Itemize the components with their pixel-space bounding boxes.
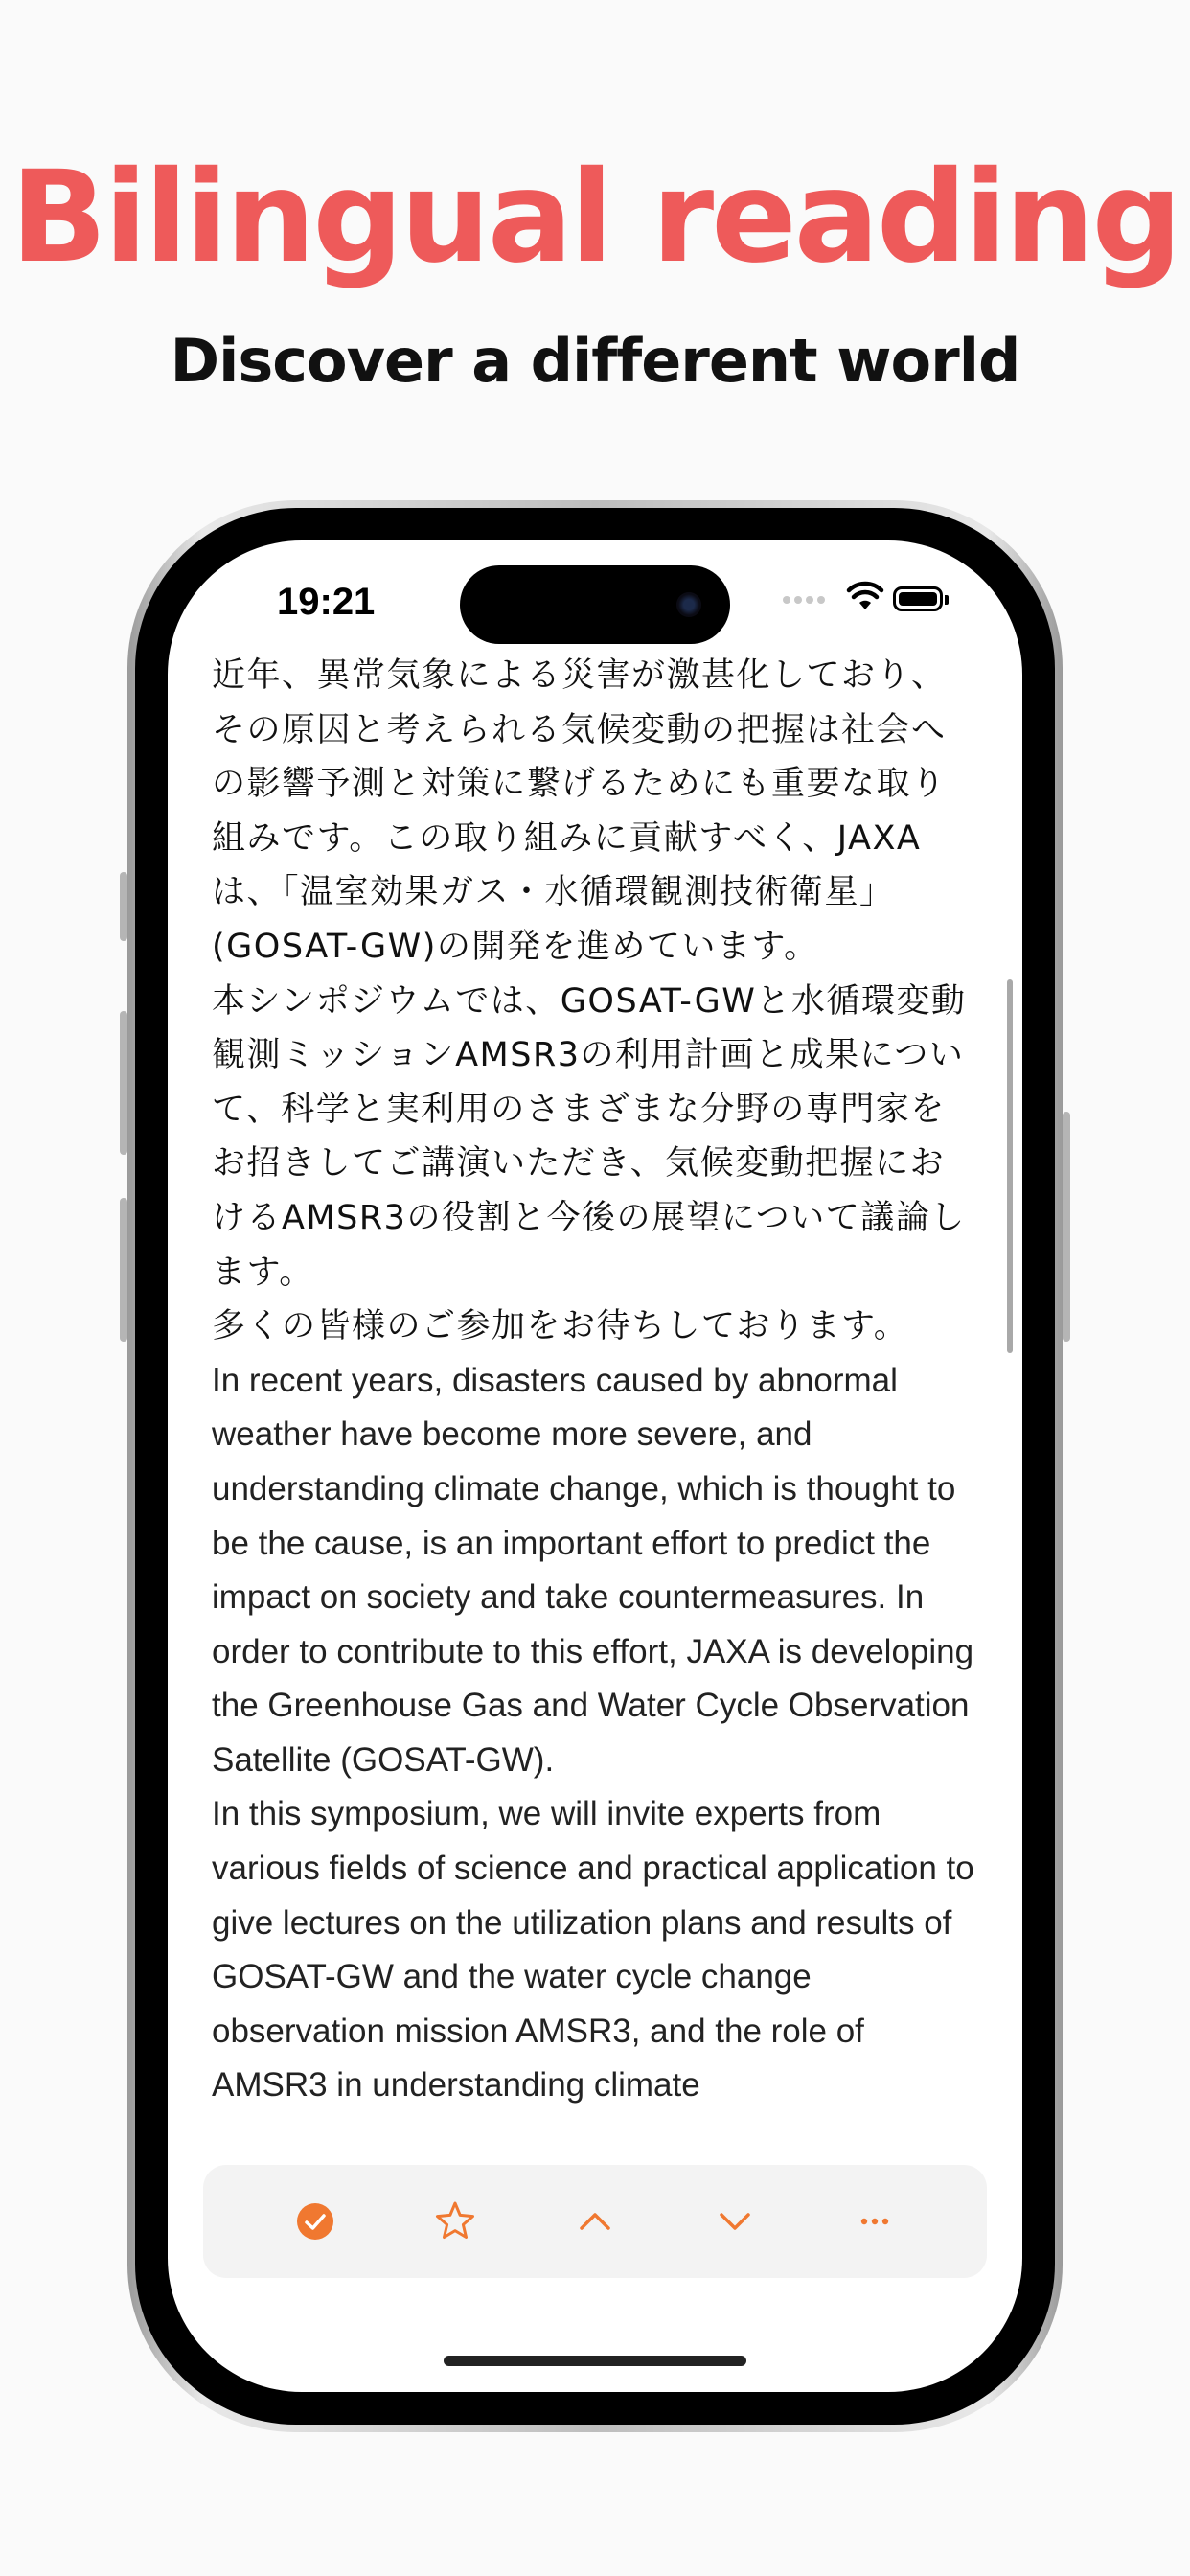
paragraph-ja-1[interactable]: 近年、異常気象による災害が激甚化しており、その原因と考えられる気候変動の把握は社会への影響予測と対策に繋げるためにも重要な取り組みです。この取り組みに貢献すべく、JAXAは、「温室効果ガス・水循環観測技術衛星」(GOSAT-GW)の開発を進めています。 <box>212 656 947 966</box>
more-button[interactable] <box>846 2193 904 2250</box>
chevron-up-icon <box>576 2202 614 2241</box>
camera-icon <box>676 592 701 617</box>
status-icons <box>783 583 946 617</box>
paragraph-en-2[interactable]: In this symposium, we will invite experts from various fields of science and practical application to give lectures on the utilization plans and results of GOSAT-GW and the water cycle change observation mission AMSR3, and the role of AMSR3 in understanding climate <box>212 1795 974 2104</box>
paragraph-en-1[interactable]: In recent years, disasters caused by abnormal weather have become more severe, and understanding climate change, which is thought to be the cause, is an important effort to predict the impact on society and take countermeasures. In order to contribute to this effort, JAXA is developing the Greenhouse Gas and Water Cycle Observation Satellite (GOSAT-GW). <box>212 1361 974 1779</box>
paragraph-ja-2[interactable]: 本シンポジウムでは、GOSAT-GWと水循環変動観測ミッションAMSR3の利用計画と成果について、科学と実利用のさまざまな分野の専門家をお招きしてご講演いただき、気候変動把握におけるAMSR3の役割と今後の展望について議論します。 <box>212 981 967 1292</box>
favorite-button[interactable] <box>426 2193 484 2250</box>
previous-button[interactable] <box>566 2193 624 2250</box>
ellipsis-icon <box>856 2202 894 2241</box>
next-button[interactable] <box>706 2193 764 2250</box>
promo-headline: Bilingual reading <box>11 144 1179 291</box>
dynamic-island <box>460 565 730 644</box>
home-indicator[interactable] <box>444 2356 746 2366</box>
wifi-icon <box>848 583 882 611</box>
chevron-down-icon <box>716 2202 754 2241</box>
volume-down-button <box>120 1198 127 1342</box>
star-icon <box>433 2199 477 2243</box>
battery-icon <box>893 586 943 611</box>
volume-up-button <box>120 1011 127 1155</box>
paragraph-ja-3[interactable]: 多くの皆様のご参加をお待ちしております。 <box>212 1307 909 1346</box>
power-button <box>1063 1112 1070 1342</box>
status-time: 19:21 <box>277 581 376 623</box>
reader-text-area[interactable] <box>212 649 978 2104</box>
action-button <box>120 872 127 941</box>
signal-icon <box>783 596 825 604</box>
phone-screen <box>168 540 1022 2392</box>
scrollbar[interactable] <box>1007 979 1013 1353</box>
done-button[interactable] <box>286 2193 344 2250</box>
battery-cap <box>945 595 949 605</box>
promo-subheadline: Discover a different world <box>170 326 1020 396</box>
reader-toolbar <box>203 2165 987 2278</box>
checkmark-circle-icon <box>295 2201 335 2242</box>
